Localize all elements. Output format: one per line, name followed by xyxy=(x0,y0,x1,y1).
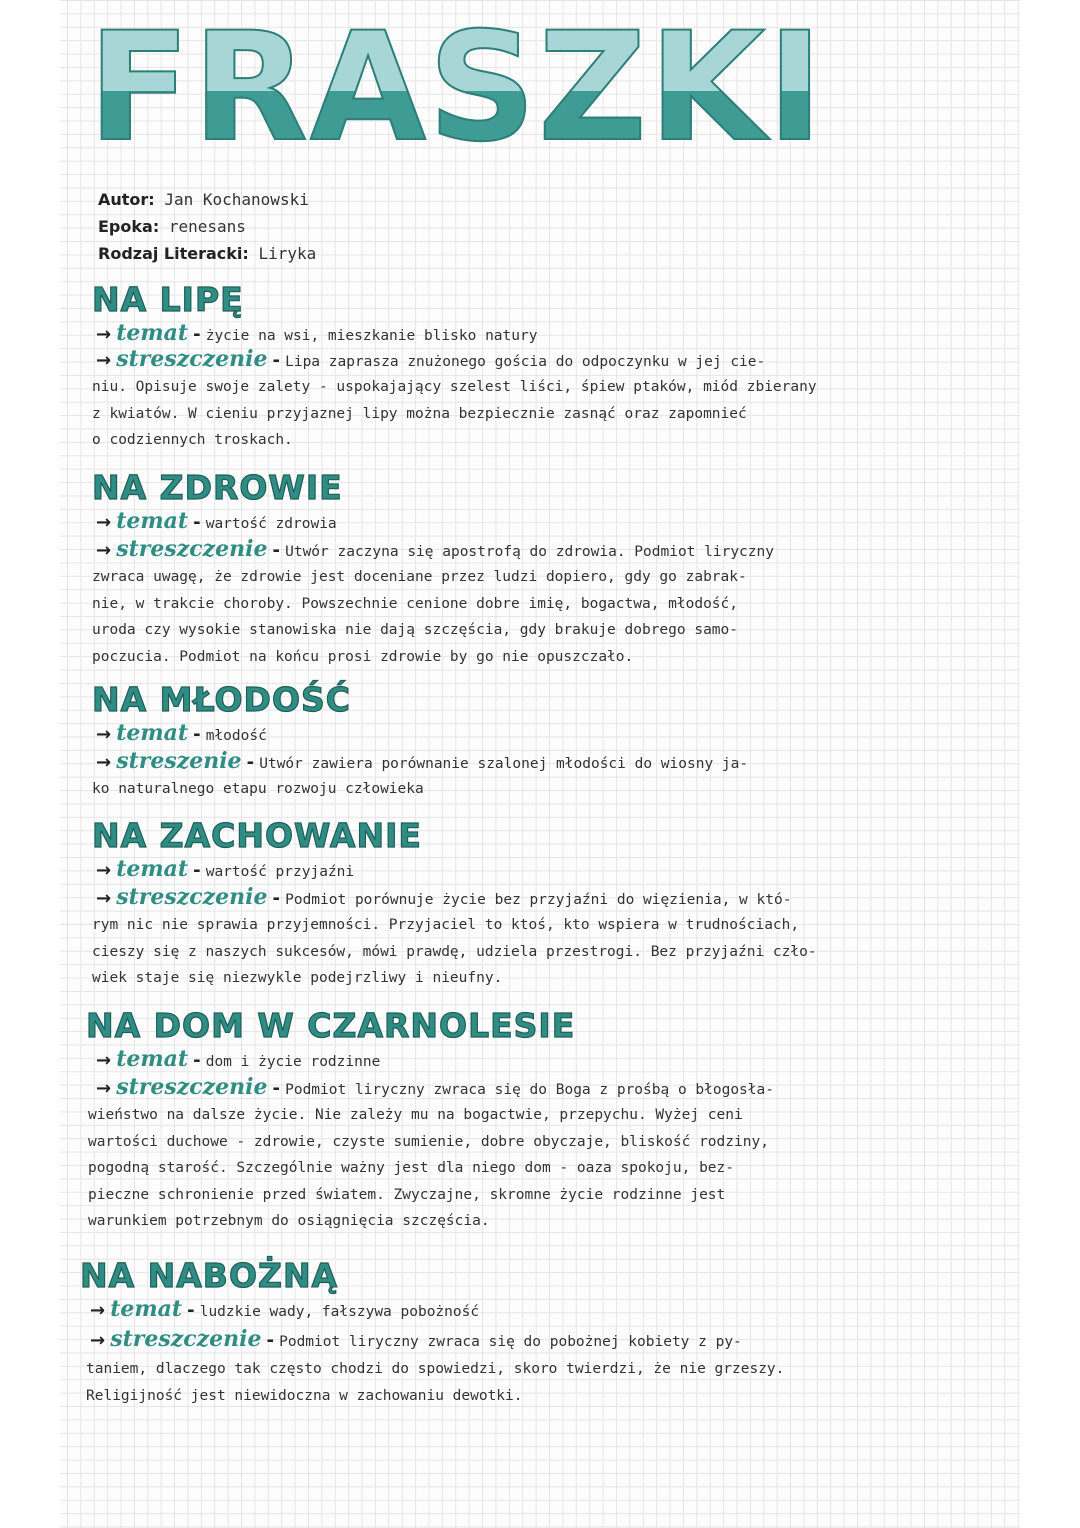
author-value: Jan Kochanowski xyxy=(164,190,309,209)
summary-label: streszczenie xyxy=(116,346,268,372)
summary-line: warunkiem potrzebnym do osiągnięcia szczęścia. xyxy=(88,1213,490,1229)
summary-row xyxy=(96,748,748,774)
genre-label: Rodzaj Literacki: xyxy=(98,244,249,263)
temat-row xyxy=(96,508,337,534)
summary-line: niu. Opisuje swoje zalety - uspokajający szelest liści, śpiew ptaków, miód zbierany xyxy=(92,379,817,395)
temat-label: temat xyxy=(116,1046,189,1072)
summary-line: zwraca uwagę, że zdrowie jest doceniane przez ludzi dopiero, gdy go zabrak- xyxy=(92,569,747,585)
dash: - xyxy=(272,350,281,371)
arrow-icon: → xyxy=(90,1300,106,1321)
summary-line: Utwór zawiera porównanie szalonej młodości do wiosny ja- xyxy=(259,756,749,772)
summary-row xyxy=(96,1074,774,1100)
arrow-icon: → xyxy=(96,888,112,909)
dash: - xyxy=(193,1050,201,1071)
summary-line: Religijność jest niewidoczna w zachowaniu dewotki. xyxy=(86,1387,523,1404)
temat-value: wartość przyjaźni xyxy=(205,864,355,880)
arrow-icon: → xyxy=(96,1050,112,1071)
meta-author xyxy=(98,190,309,209)
arrow-icon: → xyxy=(96,350,112,371)
summary-label: streszczenie xyxy=(116,536,268,562)
arrow-icon: → xyxy=(96,724,112,745)
page-title: FRASZKI xyxy=(88,1,825,175)
section-heading: NA LIPĘ xyxy=(92,280,244,319)
temat-value: życie na wsi, mieszkanie blisko natury xyxy=(205,328,538,344)
summary-body xyxy=(92,374,817,454)
summary-line: Utwór zaczyna się apostrofą do zdrowia. Podmiot liryczny xyxy=(285,544,774,560)
temat-value: ludzkie wady, fałszywa pobożność xyxy=(199,1304,480,1320)
epoch-label: Epoka: xyxy=(98,217,160,236)
summary-line: taniem, dlaczego tak często chodzi do spowiedzi, skoro twierdzi, że nie grzeszy. xyxy=(86,1361,785,1377)
section-heading: NA ZDROWIE xyxy=(92,468,343,507)
arrow-icon: → xyxy=(96,540,112,561)
dash: - xyxy=(193,324,201,345)
summary-label: streszczenie xyxy=(110,1326,262,1352)
temat-row xyxy=(96,320,537,346)
summary-line: ko naturalnego etapu rozwoju człowieka xyxy=(92,781,424,797)
summary-body xyxy=(92,564,747,670)
summary-body xyxy=(92,776,424,803)
temat-value: wartość zdrowia xyxy=(205,516,337,532)
page-margin-left xyxy=(0,0,60,1528)
summary-line: pieczne schronienie przed światem. Zwyczajne, skromne życie rodzinne jest xyxy=(88,1186,726,1203)
meta-genre xyxy=(98,244,316,263)
dash: - xyxy=(266,1330,275,1351)
dash: - xyxy=(193,860,201,881)
summary-label: streszenie xyxy=(116,748,242,774)
summary-line: wartości duchowe - zdrowie, czyste sumienie, dobre obyczaje, bliskość rodziny, xyxy=(88,1133,769,1150)
arrow-icon: → xyxy=(96,324,112,345)
temat-value: dom i życie rodzinne xyxy=(205,1054,381,1070)
dash: - xyxy=(272,888,281,909)
section-heading: NA MŁODOŚĆ xyxy=(92,680,351,719)
temat-label: temat xyxy=(116,856,189,882)
temat-value: młodość xyxy=(205,728,267,744)
temat-row xyxy=(96,1046,380,1072)
arrow-icon: → xyxy=(96,752,112,773)
summary-line: Lipa zaprasza znużonego gościa do odpoczynku w jej cie- xyxy=(285,354,766,370)
summary-row xyxy=(90,1326,742,1352)
dash: - xyxy=(272,540,281,561)
arrow-icon: → xyxy=(90,1330,106,1351)
summary-line: z kwiatów. W cieniu przyjaznej lipy można bezpiecznie zasnąć oraz zapomnieć xyxy=(92,405,747,422)
summary-line: wieństwo na dalsze życie. Nie zależy mu na bogactwie, przepychu. Wyżej ceni xyxy=(88,1107,743,1123)
dash: - xyxy=(246,752,255,773)
arrow-icon: → xyxy=(96,1078,112,1099)
section-heading: NA NABOŻNĄ xyxy=(80,1256,339,1295)
dash: - xyxy=(193,512,201,533)
summary-body xyxy=(86,1356,784,1409)
summary-label: streszczenie xyxy=(116,1074,268,1100)
page-margin-right xyxy=(1020,0,1080,1528)
summary-row xyxy=(96,884,791,910)
epoch-value: renesans xyxy=(168,217,246,236)
temat-row xyxy=(96,856,354,882)
summary-row xyxy=(96,346,765,372)
summary-line: wiek staje się niezwykle podejrzliwy i nieufny. xyxy=(92,970,503,986)
temat-row xyxy=(90,1296,479,1322)
genre-value: Liryka xyxy=(258,244,317,263)
summary-line: Podmiot porównuje życie bez przyjaźni do więzienia, w któ- xyxy=(285,892,792,908)
summary-line: o codziennych troskach. xyxy=(92,432,293,448)
summary-body xyxy=(92,912,817,992)
author-label: Autor: xyxy=(98,190,155,209)
section-heading: NA DOM W CZARNOLESIE xyxy=(86,1006,576,1045)
temat-label: temat xyxy=(110,1296,183,1322)
summary-label: streszczenie xyxy=(116,884,268,910)
temat-label: temat xyxy=(116,320,189,346)
summary-row xyxy=(96,536,774,562)
summary-line: pogodną starość. Szczególnie ważny jest dla niego dom - oaza spokoju, bez- xyxy=(88,1160,735,1176)
summary-line: Podmiot liryczny zwraca się do pobożnej kobiety z py- xyxy=(279,1334,742,1350)
dash: - xyxy=(187,1300,195,1321)
temat-label: temat xyxy=(116,508,189,534)
summary-line: nie, w trakcie choroby. Powszechnie cenione dobre imię, bogactwa, młodość, xyxy=(92,595,739,612)
summary-line: uroda czy wysokie stanowiska nie dają szczęścia, gdy brakuje dobrego samo- xyxy=(92,622,739,638)
summary-body xyxy=(88,1102,769,1235)
dash: - xyxy=(272,1078,281,1099)
temat-row xyxy=(96,720,267,746)
section-heading: NA ZACHOWANIE xyxy=(92,816,422,855)
summary-line: cieszy się z naszych sukcesów, mówi prawdę, udziela przestrogi. Bez przyjaźni czło- xyxy=(92,943,817,960)
summary-line: rym nic nie sprawia przyjemności. Przyjaciel to ktoś, kto wspiera w trudnościach, xyxy=(92,917,800,933)
arrow-icon: → xyxy=(96,860,112,881)
arrow-icon: → xyxy=(96,512,112,533)
meta-epoch xyxy=(98,217,246,236)
summary-line: poczucia. Podmiot na końcu prosi zdrowie by go nie opuszczało. xyxy=(92,648,634,665)
temat-label: temat xyxy=(116,720,189,746)
dash: - xyxy=(193,724,201,745)
summary-line: Podmiot liryczny zwraca się do Boga z prośbą o błogosła- xyxy=(285,1082,774,1098)
